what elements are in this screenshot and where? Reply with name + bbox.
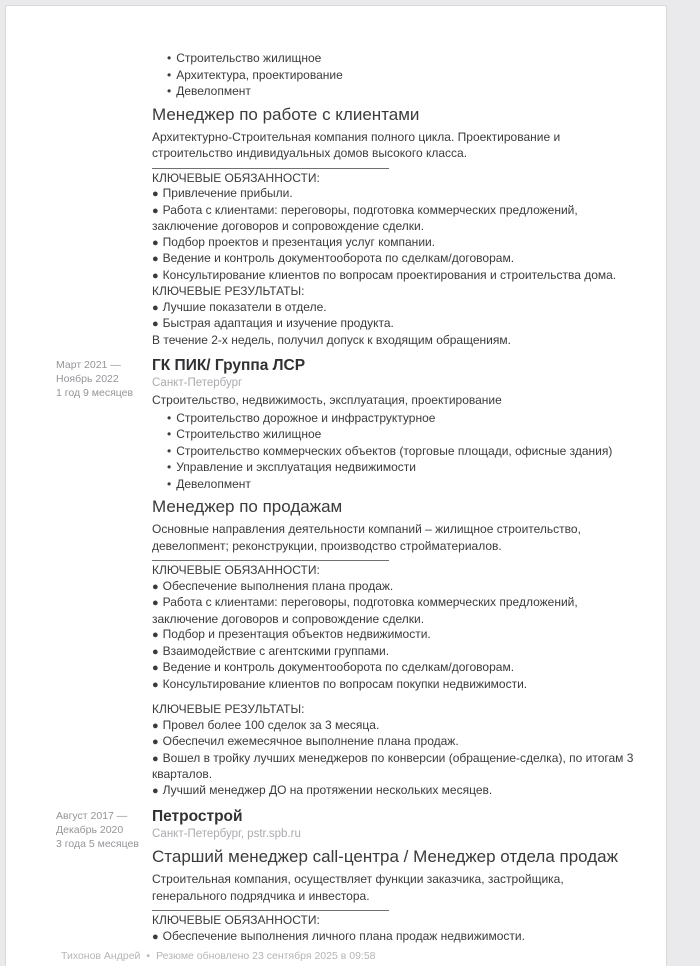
bullet-text: Обеспечил ежемесячное выполнение плана продаж. <box>162 734 459 748</box>
date-range <box>56 358 148 400</box>
bullet-icon: ● <box>152 253 159 265</box>
job-description: Строительная компания, осуществляет функции заказчика, застройщика, генерального подрядчика и инвестора. <box>152 872 564 903</box>
job-title: Старший менеджер call-центра / Менеджер отдела продаж <box>152 847 618 866</box>
bullet-item <box>152 783 638 800</box>
bullet-item <box>152 316 638 333</box>
dot-icon: • <box>167 443 172 458</box>
bullet-text: Взаимодействие с агентскими группами. <box>162 643 390 658</box>
bullet-item <box>152 595 638 627</box>
bullet-item <box>152 251 638 268</box>
company-name: Петрострой <box>152 808 243 825</box>
period-to: Ноябрь 2022 <box>56 373 119 385</box>
bullet-item <box>152 644 638 661</box>
period-from: Август 2017 — <box>56 810 128 822</box>
bullet-text: Подбор и презентация объектов недвижимости. <box>162 627 431 641</box>
job-title: Менеджер по работе с клиентами <box>152 104 420 124</box>
duration: 3 года 5 месяцев <box>56 838 139 850</box>
industry-text: Строительство дорожное и инфраструктурное <box>176 410 436 425</box>
bullet-text: Лучший менеджер ДО на протяжении нескольких месяцев. <box>162 782 493 797</box>
bullet-icon: ● <box>152 645 159 658</box>
bullet-icon: ● <box>152 597 159 609</box>
bullet-item <box>152 929 638 946</box>
dot-icon: • <box>167 410 172 425</box>
bullet-text: Подбор проектов и презентация услуг компании. <box>162 234 436 249</box>
bullet-item <box>152 203 638 235</box>
period-from: Март 2021 — <box>56 359 121 371</box>
bullet-text: Консультирование клиентов по вопросам покупки недвижимости. <box>162 676 528 691</box>
bullet-icon: ● <box>152 269 159 282</box>
dot-icon: • <box>167 51 172 65</box>
bullet-icon: ● <box>152 188 159 200</box>
duration: 1 год 9 месяцев <box>56 387 134 399</box>
bullet-item <box>152 268 638 285</box>
period-to: Декабрь 2020 <box>56 824 124 836</box>
section-label-results: КЛЮЧЕВЫЕ РЕЗУЛЬТАТЫ: <box>152 702 305 716</box>
bullet-icon: ● <box>152 318 159 330</box>
experience-entry <box>56 356 638 799</box>
industry-item <box>152 67 638 84</box>
bullet-item <box>152 186 638 203</box>
bullet-text: Лучшие показатели в отделе. <box>162 299 327 314</box>
footer-updated: Резюме обновлено 23 сентября 2025 в 09:58 <box>156 950 376 962</box>
bullet-icon: ● <box>152 678 159 691</box>
footer-dot-icon: • <box>146 950 151 962</box>
separator-line <box>152 560 389 561</box>
resume-sheet <box>5 5 667 966</box>
job-description: Основные направления деятельности компаний – жилищное строительство, девелопмент; реконструкции, производство стройматериалов. <box>152 522 581 553</box>
separator-line <box>152 168 389 169</box>
bullet-item <box>152 579 638 596</box>
bullet-item <box>152 660 638 677</box>
bullet-icon: ● <box>152 784 159 797</box>
dot-icon: • <box>167 476 172 491</box>
industry-group: Строительство, недвижимость, эксплуатация, проектирование <box>152 393 502 407</box>
bullet-item <box>152 235 638 252</box>
industry-text: Строительство коммерческих объектов (торговые площади, офисные здания) <box>176 443 613 458</box>
footer-name: Тихонов Андрей <box>61 950 141 962</box>
industry-item <box>152 476 638 493</box>
bullet-icon: ● <box>152 301 159 314</box>
dot-icon: • <box>167 84 172 98</box>
results-note: В течение 2-х недель, получил допуск к входящим обращениям. <box>152 332 511 347</box>
section-label-results: КЛЮЧЕВЫЕ РЕЗУЛЬТАТЫ: <box>152 284 305 298</box>
industry-text: Управление и эксплуатация недвижимости <box>176 460 416 474</box>
industry-text: Архитектура, проектирование <box>176 67 343 82</box>
industry-item <box>152 443 638 460</box>
bullet-icon: ● <box>152 629 159 641</box>
bullet-icon: ● <box>152 580 159 593</box>
industry-text: Строительство жилищное <box>176 51 322 65</box>
industry-text: Девелопмент <box>176 476 251 491</box>
industry-item <box>152 426 638 443</box>
resume-content <box>6 6 666 945</box>
bullet-text: Консультирование клиентов по вопросам проектирования и строительства дома. <box>162 267 617 282</box>
bullet-text: Обеспечение выполнения плана продаж. <box>162 578 394 593</box>
section-label-responsibilities: КЛЮЧЕВЫЕ ОБЯЗАННОСТИ: <box>152 563 320 577</box>
bullet-item <box>152 627 638 644</box>
company-name: ГК ПИК/ Группа ЛСР <box>152 357 306 374</box>
bullet-icon: ● <box>152 236 159 249</box>
bullet-text: Привлечение прибыли. <box>162 186 293 200</box>
company-location: Санкт-Петербург, pstr.spb.ru <box>152 828 301 840</box>
job-title: Менеджер по продажам <box>152 497 343 516</box>
industry-text: Девелопмент <box>176 84 251 98</box>
company-location: Санкт-Петербург <box>152 377 243 389</box>
bullet-icon: ● <box>152 719 159 732</box>
section-label-responsibilities: КЛЮЧЕВЫЕ ОБЯЗАННОСТИ: <box>152 170 320 185</box>
industry-item <box>152 83 638 100</box>
industry-item <box>152 459 638 476</box>
bullet-text: Быстрая адаптация и изучение продукта. <box>162 316 394 330</box>
bullet-item <box>152 300 638 317</box>
bullet-text: Работа с клиентами: переговоры, подготовка коммерческих предложений, заключение договоров и сопровождение сделки. <box>152 595 578 626</box>
date-range <box>56 809 148 851</box>
bullet-text: Вошел в тройку лучших менеджеров по конверсии (обращение-сделка), по итогам 3 кварталов. <box>152 750 634 781</box>
industry-item <box>152 50 638 67</box>
separator-line <box>152 910 389 911</box>
bullet-text: Провел более 100 сделок за 3 месяца. <box>162 717 380 732</box>
industry-text: Строительство жилищное <box>176 427 322 441</box>
dot-icon: • <box>167 460 172 474</box>
section-label-responsibilities: КЛЮЧЕВЫЕ ОБЯЗАННОСТИ: <box>152 913 320 927</box>
industry-item <box>152 410 638 427</box>
experience-entry <box>56 807 638 945</box>
page-footer <box>61 950 376 963</box>
job-description: Архитектурно-Строительная компания полного цикла. Проектирование и строительство индивидуальных домов высокого класса. <box>152 129 561 160</box>
bullet-icon: ● <box>152 752 159 765</box>
bullet-item <box>152 751 638 783</box>
bullet-text: Ведение и контроль документооборота по сделкам/договорам. <box>162 660 515 674</box>
bullet-icon: ● <box>152 736 159 748</box>
bullet-icon: ● <box>152 662 159 674</box>
bullet-item <box>152 734 638 751</box>
bullet-icon: ● <box>152 930 159 943</box>
bullet-icon: ● <box>152 204 159 217</box>
bullet-text: Ведение и контроль документооборота по сделкам/договорам. <box>162 251 515 265</box>
bullet-text: Обеспечение выполнения личного плана продаж недвижимости. <box>162 928 525 943</box>
bullet-item <box>152 677 638 694</box>
bullet-item <box>152 718 638 735</box>
dot-icon: • <box>167 427 172 441</box>
dot-icon: • <box>167 67 172 82</box>
bullet-text: Работа с клиентами: переговоры, подготовка коммерческих предложений, заключение договоров и сопровождение сделки. <box>152 202 578 233</box>
experience-entry <box>152 50 638 348</box>
